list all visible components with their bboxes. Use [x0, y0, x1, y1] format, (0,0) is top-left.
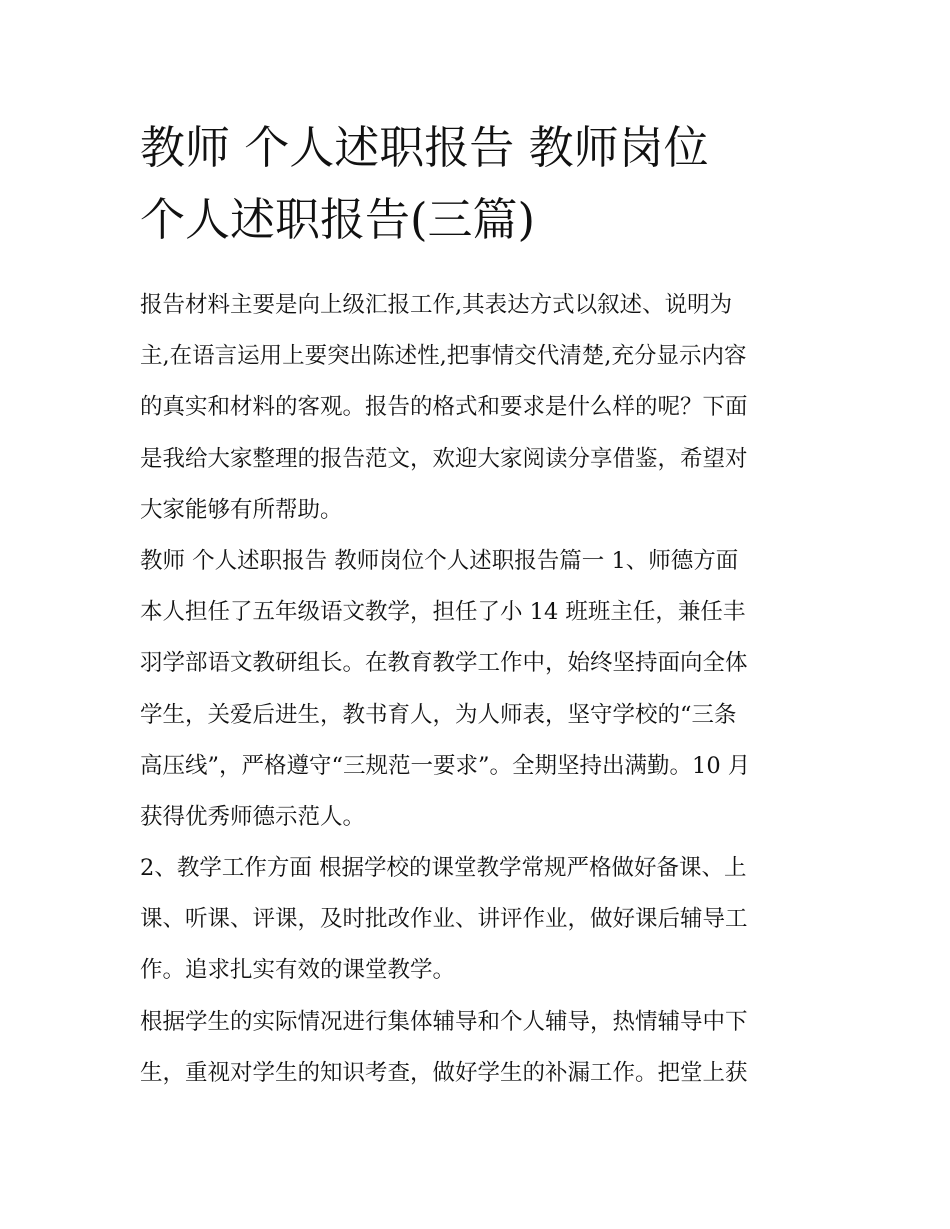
paragraph-tutoring [140, 997, 820, 1099]
text-line: 本人担任了五年级语文教学，担任了小 14 班班主任，兼任丰 [140, 599, 746, 626]
text-line: 生，重视对学生的知识考查，做好学生的补漏工作。把堂上获 [140, 1059, 748, 1086]
text-line: 大家能够有所帮助。 [140, 496, 343, 523]
text-line: 课、听课、评课，及时批改作业、讲评作业，做好课后辅导工 [140, 906, 748, 933]
text-line: 是我给大家整理的报告范文，欢迎大家阅读分享借鉴，希望对 [140, 445, 748, 472]
text-line: 主,在语言运用上要突出陈述性,把事情交代清楚,充分显示内容 [140, 343, 747, 370]
document-title [140, 112, 820, 256]
text-line: 羽学部语文教研组长。在教育教学工作中，始终坚持面向全体 [140, 650, 748, 677]
text-line: 的真实和材料的客观。报告的格式和要求是什么样的呢？下面 [140, 394, 748, 421]
document-body [140, 280, 820, 1099]
text-line: 根据学生的实际情况进行集体辅导和个人辅导，热情辅导中下 [140, 1008, 748, 1035]
paragraph-ethics [140, 536, 820, 843]
text-line: 学生，关爱后进生，教书育人，为人师表，坚守学校的“三条 [140, 701, 737, 728]
text-line: 报告材料主要是向上级汇报工作,其表达方式以叙述、说明为 [140, 292, 733, 318]
title-line-2: 个人述职报告(三篇) [140, 193, 536, 246]
text-line: 高压线”，严格遵守“三规范一要求”。全期坚持出满勤。10 月 [140, 752, 751, 779]
text-line: 获得优秀师德示范人。 [140, 803, 366, 830]
paragraph-teaching [140, 843, 820, 997]
paragraph-intro [140, 280, 820, 536]
text-line: 2、教学工作方面 根据学校的课堂教学常规严格做好备课、上 [140, 855, 747, 882]
text-line: 作。追求扎实有效的课堂教学。 [140, 957, 456, 984]
text-line: 教师 个人述职报告 教师岗位个人述职报告篇一 1、师德方面 [140, 547, 739, 574]
title-line-1: 教师 个人述职报告 教师岗位 [140, 121, 709, 174]
